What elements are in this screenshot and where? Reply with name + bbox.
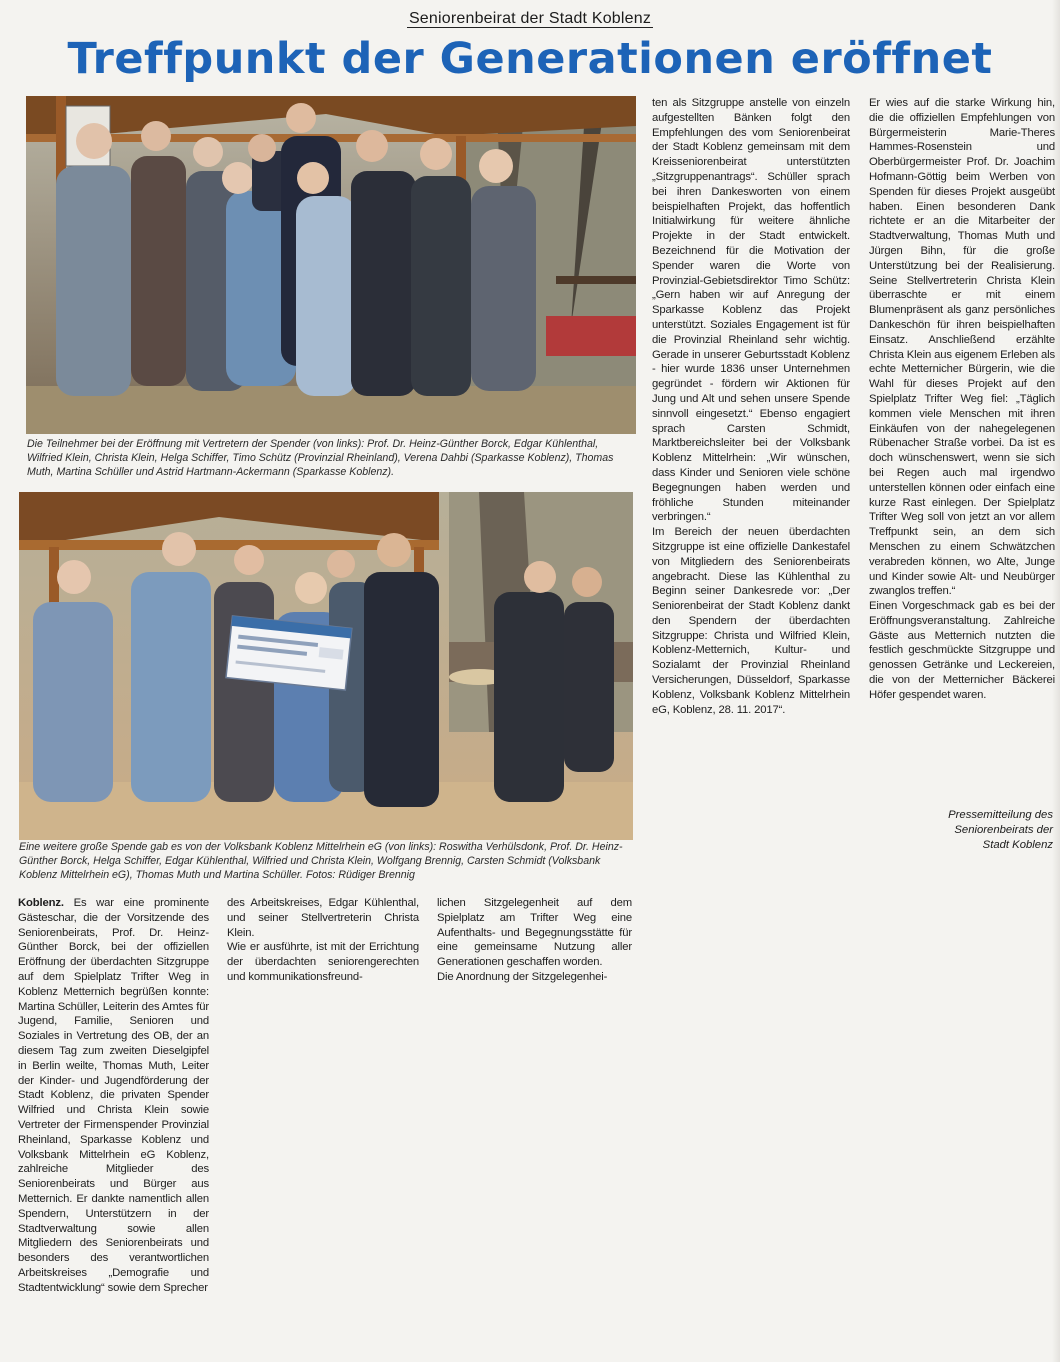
- article-column-5: [869, 96, 1055, 703]
- article-column-1: [18, 896, 209, 1296]
- credit-line: Seniorenbeirats der: [954, 823, 1053, 836]
- article-paragraph: Einen Vorgeschmack gab es bei der Eröffnungsveranstaltung. Zahlreiche Gäste aus Metternich nutzten die festlich geschmückte Sitzgruppe und genossen Getränke und Leckereien, die von der Metternicher Bäckerei Höfer gespendet waren.: [869, 600, 1055, 701]
- credit-line: Stadt Koblenz: [982, 838, 1053, 851]
- photo-donation-check: [19, 492, 633, 840]
- dateline: Koblenz.: [18, 897, 64, 909]
- section-kicker: [0, 10, 1060, 28]
- article-column-2: [227, 896, 419, 985]
- article-paragraph: ten als Sitzgruppe anstelle von einzeln aufgestellten Bänken folgt den Empfehlungen des vom Seniorenbeirat der Stadt Koblenz gemeinsam mit dem Kreisseniorenbeirat unterstützten „Sitzgruppenantrags“. Schüller sprach bei ihren Dankesworten von einem beispielhaften Projekt, das hoffentlich Initialwirkung für weitere ähnliche Projekte in der Stadt entwickelt. Bezeichnend für die Motivation der Spender waren die Worte von Provinzial-Gebietsdirektor Timo Schütz: „Gern haben wir auf Anregung der Sparkasse Koblenz das Projekt unterstützt. Soziales Engagement ist für die Provinzial Rheinland sehr wichtig. Gerade in unserer Geburtsstadt Koblenz - hier wurde 1836 unser Unternehmen gegründet - fördern wir Aktionen für Jung und Alt und sehen unsere Spende sinnvoll eingesetzt.“ Ebenso engagiert sprach Carsten Schmidt, Marktbereichsleiter bei der Volksbank Koblenz Mittelrhein: „Wir wünschen, dass Kinder und Senioren viele schöne Begegnungen haben werden und fröhliche Stunden miteinander verbringen.“: [652, 97, 850, 524]
- article-paragraph: lichen Sitzgelegenheit auf dem Spielplatz am Trifter Weg eine Aufenthalts- und Begegnungsstätte für eine gemeinsame Nutzung aller Generationen geschaffen worden.: [437, 897, 632, 969]
- kicker-text: Seniorenbeirat der Stadt Koblenz: [408, 10, 652, 27]
- article-text: Es war eine prominente Gästeschar, die der Vorsitzende des Seniorenbeirats, Prof. Dr. Heinz-Günther Borck, bei der offiziellen Eröffnung der überdachten Sitzgruppe auf dem Spielplatz Trifter Weg in Koblenz Metternich begrüßen konnte: Martina Schüller, Leiterin des Amtes für Jugend, Familie, Senioren und Soziales in Vertretung des OB, der an diesem Tag zum zweiten Dieselgipfel in Berlin weilte, Thomas Muth, Leiter der Kinder- und Jugendförderung der Stadt Koblenz, die privaten Spender Wilfried und Christa Klein sowie Vertreter der Firmenspender Provinzial Rheinland, Sparkasse Koblenz und Volksbank Mittelrhein eG Koblenz, zahlreiche Mitglieder des Seniorenbeirats und Bürger aus Metternich. Er dankte namentlich allen Spendern, Unterstützern in der Stadtverwaltung sowie allen Mitgliedern des Seniorenbeirats und besonders des verantwortlichen Arbeitskreises „Demografie und Stadtentwicklung“ sowie dem Sprecher: [18, 897, 209, 1294]
- article-paragraph: Die Anordnung der Sitzgelegenhei-: [437, 970, 608, 983]
- photo-caption-2: Eine weitere große Spende gab es von der Volksbank Koblenz Mittelrhein eG (von links): Roswitha Verhülsdonk, Prof. Dr. Heinz-Günther Borck, Helga Schiffer, Edgar Kühlenthal, Wilfried und Christa Klein, Wolfgang Brennig, Carsten Schmidt (Volksbank Koblenz Mittelrhein eG), Thomas Muth und Martina Schüller. Fotos: Rüdiger Brennig: [19, 841, 623, 881]
- article-paragraph: Wie er ausführte, ist mit der Errichtung der überdachten seniorengerechten und kommunikationsfreund-: [227, 941, 419, 983]
- photo-caption-1: Die Teilnehmer bei der Eröffnung mit Vertretern der Spender (von links): Prof. Dr. Heinz-Günther Borck, Edgar Kühlenthal, Wilfried Klein, Christa Klein, Helga Schiffer, Timo Schütz (Provinzial Rheinland), Verena Dahbi (Sparkasse Koblenz), Thomas Muth, Martina Schüller und Astrid Hartmann-Ackermann (Sparkasse Koblenz).: [27, 438, 614, 478]
- press-release-credit: [870, 808, 1053, 852]
- article-paragraph: Er wies auf die starke Wirkung hin, die die offiziellen Empfehlungen von Bürgermeisterin Marie-Theres Hammes-Rosenstein und Oberbürgermeister Prof. Dr. Joachim Hofmann-Göttig beim Werben von Spenden für dieses Projekt ausgeübt haben. Einen besonderen Dank richtete er an die Mitarbeiter der Stadtverwaltung, Thomas Muth und Jürgen Bihn, für die große Unterstützung bei der Realisierung. Seine Stellvertreterin Christa Klein überraschte er mit einem Blumenpräsent als ganz persönliches Dankeschön für ihren beispielhaften Einsatz. Anschließend erzählte Christa Klein aus eigenem Erleben als echte Metternicher Bürgerin, wie die Wahl für dieses Projekt auf den Spielplatz Trifter Weg fiel: „Täglich kommen viele Menschen mit ihren Einkäufen von der nahegelegenen Rübenacher Straße vorbei. Da ist es doch wünschenswert, wenn sie sich bei Regen auch mal irgendwo unterstellen können oder einfach eine kurze Rast einlegen. Der Spielplatz Trifter Weg soll von jetzt an vor allem Treffpunkt sein, an dem sich Menschen zu einem Schwätzchen verabreden können, wo Alte, Junge und Kinder sowie Alt- und Neubürger zwanglos treffen.“: [869, 97, 1055, 598]
- article-column-4: [652, 96, 850, 717]
- article-paragraph: des Arbeitskreises, Edgar Kühlenthal, und seiner Stellvertreterin Christa Klein.: [227, 897, 419, 939]
- article-column-3: [437, 896, 632, 985]
- article-paragraph: [18, 896, 209, 1296]
- credit-line: Pressemitteilung des: [948, 809, 1053, 821]
- article-paragraph: Im Bereich der neuen überdachten Sitzgruppe ist eine offizielle Dankestafel von Mitgliedern des Seniorenbeirats angebracht. Diese las Kühlenthal zu Beginn seiner Dankesrede vor: „Der Seniorenbeirat der Stadt Koblenz dankt den Spendern der überdachten Sitzgruppe: Christa und Wilfried Klein, Koblenz-Metternich, Kultur- und Sozialamt der Provinzial Rheinland Versicherungen, Düsseldorf, Sparkasse Koblenz, Volksbank Koblenz Mittelrhein eG, Koblenz, 28. 11. 2017“.: [652, 526, 850, 716]
- headline: Treffpunkt der Generationen eröffnet: [67, 34, 993, 84]
- photo-group-opening: [26, 96, 636, 434]
